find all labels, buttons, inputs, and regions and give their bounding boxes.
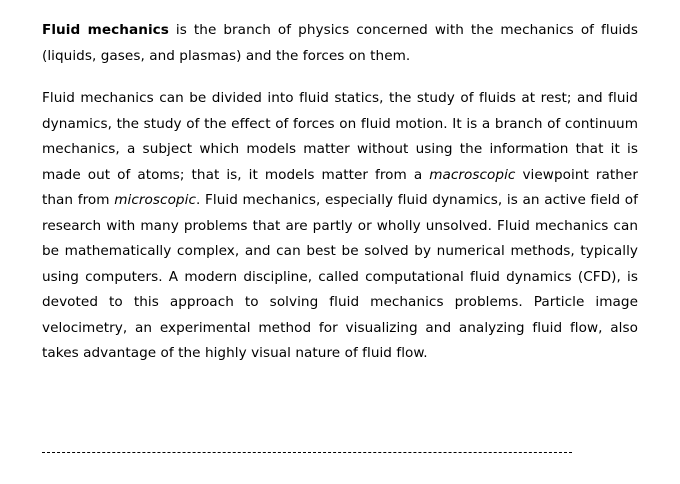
intro-paragraph (42, 18, 638, 69)
emphasis-macroscopic: macroscopic (429, 166, 516, 183)
body-text-part-2: viewpoint rather than from (42, 166, 638, 208)
body-text-part-1: Fluid mechanics can be divided into fluid statics, the study of fluids at rest; and fluid dynamics, the study of the effect of forces on fluid motion. It is a branch of continuum mechanics, a subject which models matter without using the information that it is made out of atoms; that is, it models matter from a (42, 90, 638, 183)
body-text-part-3: . Fluid mechanics, especially fluid dynamics, is an active field of research with many problems that are partly or wholly unsolved. Fluid mechanics can be mathematically complex, and can best be solved by numerical methods, typically using computers. A modern discipline, called computational fluid dynamics (CFD), is devoted to this approach to solving fluid mechanics problems. Particle image velocimetry, an experimental method for visualizing and analyzing fluid flow, also takes advantage of the highly visual nature of fluid flow. (42, 192, 638, 361)
defined-term: Fluid mechanics (42, 22, 169, 38)
emphasis-microscopic: microscopic (114, 192, 196, 208)
intro-paragraph-text: is the branch of physics concerned with the mechanics of fluids (liquids, gases, and plasmas) and the forces on them. (42, 22, 638, 64)
dashed-divider (42, 452, 572, 453)
body-paragraph (42, 86, 638, 367)
